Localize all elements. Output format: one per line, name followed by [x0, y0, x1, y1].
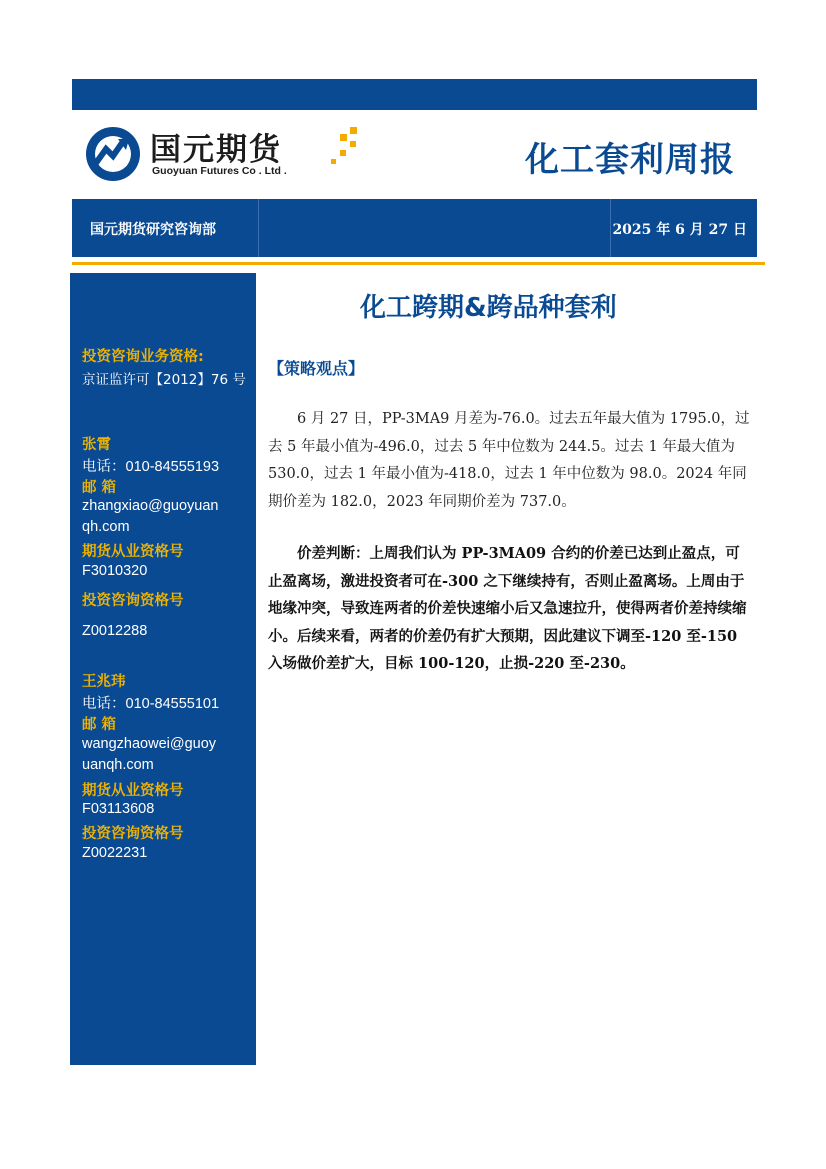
top-band — [72, 79, 757, 110]
logo-chinese-name: 国元期货 — [150, 132, 282, 168]
analyst-email-cont: qh.com — [82, 519, 130, 535]
gold-divider — [72, 262, 765, 265]
email-label: 邮 箱 — [82, 480, 117, 496]
analyst-email: zhangxiao@guoyuan — [82, 498, 219, 514]
futures-license-label: 期货从业资格号 — [82, 544, 184, 560]
futures-license-id: F3010320 — [82, 563, 148, 579]
statistics-paragraph: 6 月 27 日，PP-3MA9 月差为-76.0。过去五年最大值为 1795.0，过去 5 年最小值为-496.0，过去 5 年中位数为 244.5。过去 1 年最大值为 530.0，过去 1 年最小值为-418.0，过去 1 年中位数为 98.0。2024 年同期价差为 182.0，2023 年同期价差为 737.0。 — [268, 411, 750, 510]
spread-judgment-paragraph: 价差判断：上周我们认为 PP-3MA09 合约的价差已达到止盈点，可止盈离场，激进投资者可在-300 之下继续持有，否则止盈离场。上周由于地缘冲突，导致连两者的价差快速缩小后又急速拉升，使得两者价差持续缩小。后续来看，两者的价差仍有扩大预期，因此建议下调至-120 至-150 入场做价差扩大，目标 100-120，止损-220 至-230。 — [268, 545, 747, 672]
analyst-email: wangzhaowei@guoy — [82, 736, 217, 752]
analyst-name: 张霄 — [82, 437, 111, 453]
advisory-license-label: 投资咨询资格号 — [82, 593, 184, 609]
futures-license-label: 期货从业资格号 — [82, 783, 184, 799]
analyst-email-cont: uanqh.com — [82, 757, 154, 773]
advisory-license-id: Z0012288 — [82, 623, 148, 639]
report-title: 化工套利周报 — [525, 140, 735, 180]
header-divider — [258, 199, 259, 257]
header-divider — [610, 199, 611, 257]
advisory-license-id: Z0022231 — [82, 845, 148, 861]
department-name: 国元期货研究咨询部 — [90, 222, 216, 238]
qualification-value: 京证监许可【2012】76 号 — [82, 372, 246, 388]
analyst-name: 王兆玮 — [82, 674, 126, 690]
sidebar — [70, 273, 256, 1065]
futures-license-id: F03113608 — [82, 801, 155, 817]
analyst-phone: 电话：010-84555193 — [82, 459, 220, 475]
logo-english-name: Guoyuan Futures Co . Ltd . — [152, 165, 287, 177]
main-title: 化工跨期&跨品种套利 — [360, 293, 617, 323]
analyst-phone: 电话：010-84555101 — [82, 696, 220, 712]
report-date: 2025 年 6 月 27 日 — [612, 222, 747, 238]
advisory-license-label: 投资咨询资格号 — [82, 826, 184, 842]
email-label: 邮 箱 — [82, 717, 117, 733]
qualification-label: 投资咨询业务资格: — [82, 349, 204, 365]
section-heading: 【策略观点】 — [268, 359, 365, 378]
